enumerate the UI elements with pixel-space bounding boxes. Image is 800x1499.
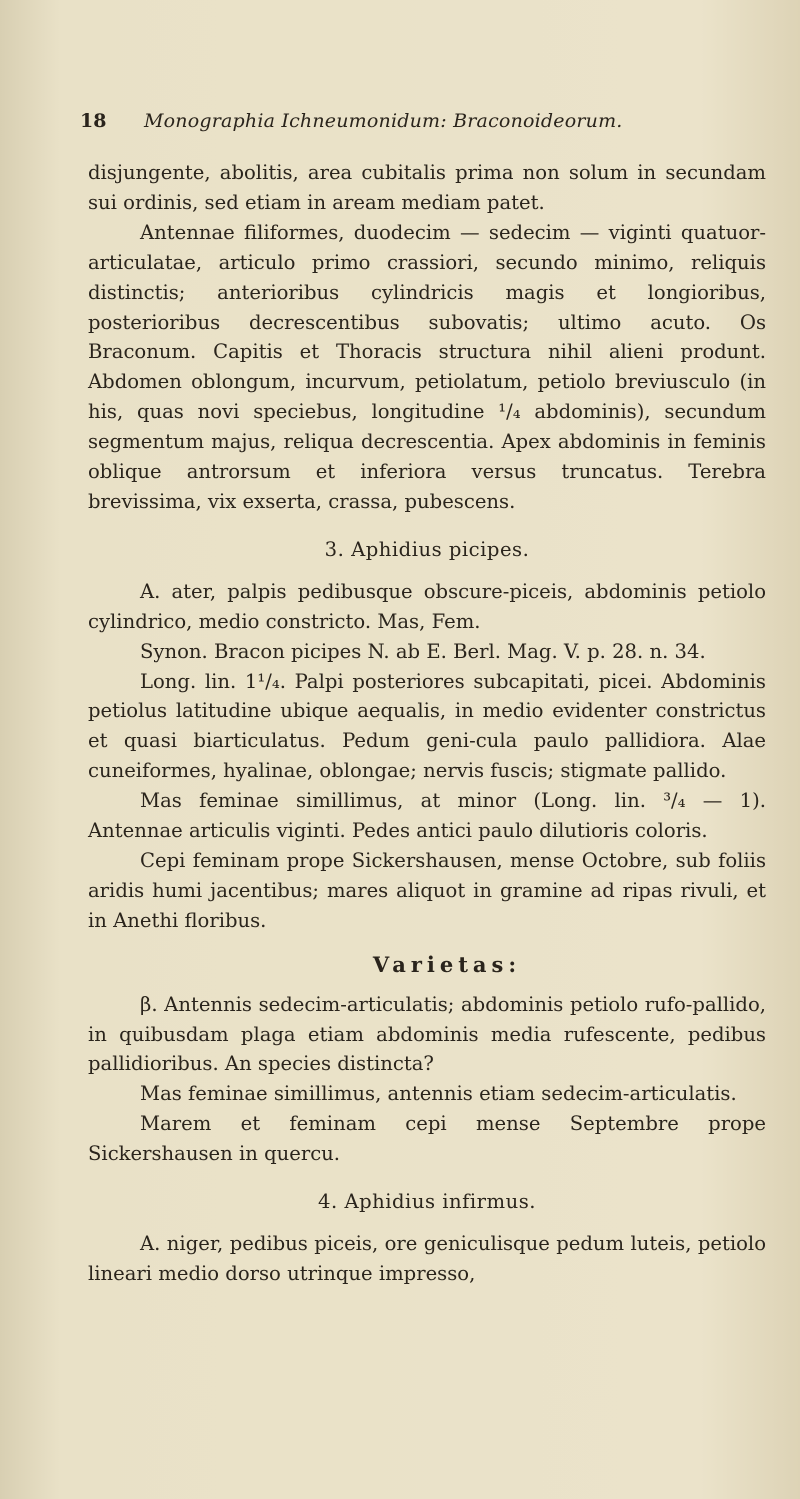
paragraph-variety-beta: β. Antennis sedecim-articulatis; abdominis petiolo rufo-pallido, in quibusdam plaga etiam abdominis media rufescente, pedibus pallidioribus. An species distincta? — [88, 992, 766, 1076]
paragraph-mas: Mas feminae simillimus, at minor (Long. lin. ³/₄ — 1). Antennae articulis viginti. Pedes antici paulo dilutioris coloris. — [88, 789, 766, 843]
varietas-heading: Varietas: — [372, 951, 522, 977]
paragraph-diagnosis-infirmus: A. niger, pedibus piceis, ore geniculisque pedum luteis, petiolo lineari medio dorso utrinque impresso, — [88, 1232, 766, 1285]
paragraph-diagnosis-picipes: A. ater, palpis pedibusque obscure-piceis, abdominis petiolo cylindrico, medio constricto. Mas, Fem. — [88, 579, 766, 633]
paragraph-antennae: Antennae filiformes, duodecim — sedecim — viginti quatuor-articulatae, articulo primo crassiori, secundo minimo, reliquis distinctis; anterioribus cylindricis magis et longioribus, posterioribus decrescentibus subovatis; ultimo acuto. Os Braconum. Capitis et Thoracis structura nihil alieni produnt. Abdomen oblongum, incurvum, petiolatum, petiolo breviusculo (in his, quas novi speciebus, longitudine ¹/₄ abdominis), secundum segmentum majus, reliqua decrescentia. Apex abdominis in feminis oblique antrorsum et inferiora versus truncatus. Terebra brevissima, vix exserta, crassa, pubescens. — [88, 220, 766, 513]
paragraph-description-picipes: Long. lin. 1¹/₄. Palpi posteriores subcapitati, picei. Abdominis petiolus latitudine ubique aequalis, in medio evidenter constrictus et quasi biarticulatus. Pedum geni-cula paulo pallidiora. Alae cuneiformes, hyalinae, oblongae; nervis fuscis; stigmate pallido. — [88, 669, 766, 783]
page-number: 18 — [80, 110, 107, 132]
species-heading-picipes: 3. Aphidius picipes. — [324, 537, 530, 561]
running-head — [80, 110, 766, 132]
paragraph-variety-mas: Mas feminae simillimus, antennis etiam sedecim-articulatis. — [140, 1082, 737, 1106]
paragraph-continuation: disjungente, abolitis, area cubitalis prima non solum in secundam sui ordinis, sed etiam in aream mediam patet. — [88, 161, 766, 214]
paragraph-locality: Cepi feminam prope Sickershausen, mense Octobre, sub foliis aridis humi jacentibus; mares aliquot in gramine ad ripas rivuli, et in Anethi floribus. — [88, 848, 766, 932]
species-heading-infirmus: 4. Aphidius infirmus. — [318, 1190, 536, 1214]
running-title: Monographia Ichneumonidum: Braconoideorum. — [144, 110, 623, 132]
paragraph-synonymy: Synon. Bracon picipes N. ab E. Berl. Mag. V. p. 28. n. 34. — [140, 639, 706, 663]
paragraph-variety-locality: Marem et feminam cepi mense Septembre prope Sickershausen in quercu. — [88, 1112, 766, 1166]
